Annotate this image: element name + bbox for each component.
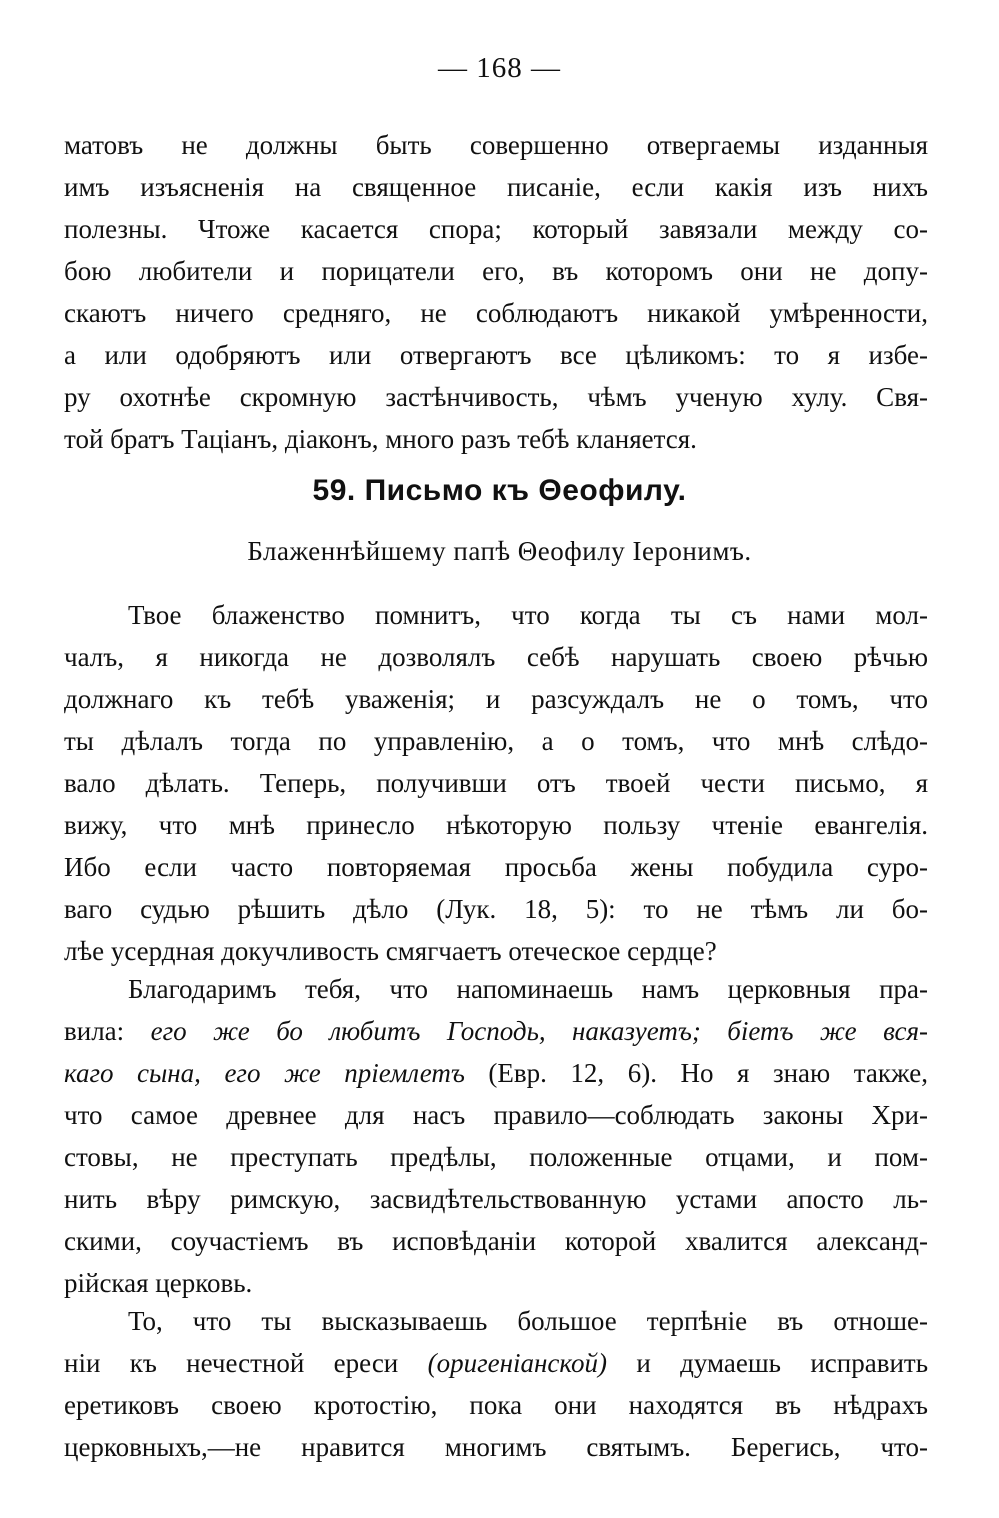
scripture-quote: каго сына, его же пріемлетъ (64, 1058, 465, 1088)
text-line: чалъ, я никогда не дозволялъ себѣ нарушать своею рѣчью (64, 642, 928, 672)
scripture-quote: его же бо любитъ Господь, наказуетъ; біетъ же вся- (150, 1016, 928, 1046)
text-line: той братъ Таціанъ, діаконъ, много разъ тебѣ кланяется. (64, 424, 697, 454)
emphasis-text: (оригеніанской) (427, 1348, 607, 1378)
text-line: ваго судью рѣшить дѣло (Лук. 18, 5): то не тѣмъ ли бо- (64, 894, 928, 924)
text-line: лѣе усердная докучливость смягчаетъ отеческое сердце? (64, 936, 717, 966)
text-line: Ибо если часто повторяемая просьба жены побудила суро- (64, 852, 928, 882)
text-line: еретиковъ своею кротостію, пока они находятся въ нѣдрахъ (64, 1390, 928, 1420)
text-run: вила: (64, 1016, 151, 1046)
text-line: а или одобряютъ или отвергаютъ все цѣликомъ: то я избе- (64, 340, 928, 370)
text-run: (Евр. 12, 6). Но я знаю также, (464, 1058, 928, 1088)
text-line: рійская церковь. (64, 1268, 253, 1298)
text-run: ніи къ нечестной ереси (64, 1348, 428, 1378)
text-line: скими, соучастіемъ въ исповѣданіи которой хвалится александ- (64, 1226, 928, 1256)
text-line: что самое древнее для насъ правило—соблюдать законы Хри- (64, 1100, 928, 1130)
text-line: ру охотнѣе скромную застѣнчивость, чѣмъ ученую хулу. Свя- (64, 382, 928, 412)
text-line (64, 1052, 928, 1094)
letter-heading: 59. Письмо къ Θеофилу. (312, 474, 687, 507)
text-line: вало дѣлать. Теперь, получивши отъ твоей чести письмо, я (64, 768, 928, 798)
text-line: имъ изъясненія на священное писаніе, если какія изъ нихъ (64, 172, 928, 202)
text-line: скаютъ ничего средняго, не соблюдаютъ никакой умѣренности, (64, 298, 928, 328)
paragraph-2 (64, 968, 928, 1304)
text-line: Благодаримъ тебя, что напоминаешь намъ церковныя пра- (128, 974, 928, 1004)
text-line: Твое блаженство помнитъ, что когда ты съ нами мол- (128, 600, 928, 630)
text-line: должнаго къ тебѣ уваженія; и разсуждалъ не о томъ, что (64, 684, 928, 714)
page-number: — 168 — (438, 52, 561, 84)
text-line: То, что ты высказываешь большое терпѣніе въ отноше- (128, 1306, 928, 1336)
text-line: матовъ не должны быть совершенно отвергаемы изданныя (64, 130, 928, 160)
text-line (64, 1342, 928, 1384)
paragraph-1 (64, 594, 928, 972)
text-line: вижу, что мнѣ принесло нѣкоторую пользу чтеніе евангелія. (64, 810, 928, 840)
intro-paragraph (64, 124, 928, 460)
text-line (64, 1010, 928, 1052)
letter-address: Блаженнѣйшему папѣ Θеофилу Іеронимъ. (247, 536, 752, 566)
text-line: нить вѣру римскую, засвидѣтельствованную устами апосто ль- (64, 1184, 928, 1214)
text-line: полезны. Чтоже касается спора; который завязали между со- (64, 214, 928, 244)
text-line: стовы, не преступать предѣлы, положенные отцами, и пом- (64, 1142, 928, 1172)
text-line: бою любители и порицатели его, въ которомъ они не допу- (64, 256, 928, 286)
text-line: церковныхъ,—не нравится многимъ святымъ. Берегись, что- (64, 1432, 928, 1462)
text-run: и думаешь исправить (607, 1348, 928, 1378)
paragraph-3 (64, 1300, 928, 1468)
text-line: ты дѣлалъ тогда по управленію, а о томъ, что мнѣ слѣдо- (64, 726, 928, 756)
